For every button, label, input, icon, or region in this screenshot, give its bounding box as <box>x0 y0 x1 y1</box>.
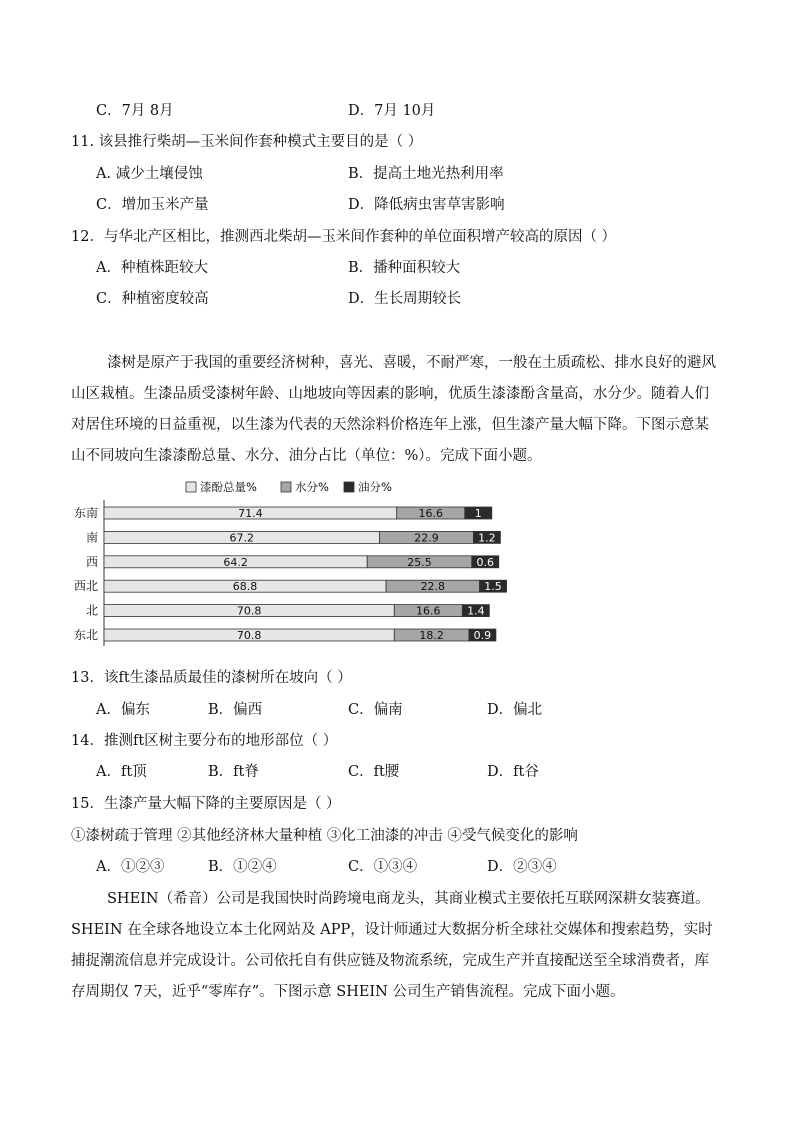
q10-option-d: D．7月 10月 <box>348 103 436 119</box>
category-label: 西 <box>85 554 98 569</box>
q11-option-b: B．提高土地光热利用率 <box>348 166 504 182</box>
data-label: 70.8 <box>236 629 262 642</box>
data-label: 25.5 <box>407 555 432 569</box>
legend-swatch-2 <box>344 482 354 492</box>
q15-option-a: A．①②③ <box>96 859 165 875</box>
data-label: 1.5 <box>484 580 502 594</box>
data-label: 71.4 <box>238 507 263 520</box>
q14-option-c: C．ft腰 <box>348 764 400 780</box>
question-12: 12．与华北产区相比，推测西北柴胡—玉米间作套种的单位面积增产较高的原因（ ） <box>71 229 617 245</box>
question-11: 11. 该县推行柴胡—玉米间作套种模式主要目的是（ ） <box>71 134 423 150</box>
q11-option-a: A. 减少土壤侵蚀 <box>96 166 203 182</box>
category-label: 东北 <box>73 628 98 642</box>
data-label: 1.4 <box>467 604 485 618</box>
q14-option-d: D．ft谷 <box>487 764 539 780</box>
q15-option-c: C．①③④ <box>348 859 418 875</box>
q12-option-b: B．播种面积较大 <box>348 260 461 276</box>
lacquer-passage-text: 漆树是原产于我国的重要经济树种，喜光、喜暖，不耐严寒，一般在土质疏松、排水良好的避风山区栽植。生漆品质受漆树年龄、山地坡向等因素的影响，优质生漆漆酚含量高，水分少。随着人们对居住环境的日益重视，以生漆为代表的天然涂料价格连年上涨，但生漆产量大幅下降。下图示意某山不同坡向生漆漆酚总量、水分、油分占比（单位：%）。完成下面小题。 <box>71 355 716 464</box>
legend-label-2: 油分% <box>358 480 392 494</box>
chart-legend <box>186 480 392 494</box>
data-label: 22.8 <box>420 580 446 594</box>
q13-option-c: C．偏南 <box>348 702 403 718</box>
legend-swatch-0 <box>186 482 196 492</box>
data-label: 0.9 <box>473 629 492 642</box>
q12-option-d: D．生长周期较长 <box>348 291 462 307</box>
question-13: 13．该ft生漆品质最佳的漆树所在坡向（ ） <box>71 670 352 686</box>
q15-statements: ①漆树疏于管理 ②其他经济林大量种植 ③化工油漆的冲击 ④受气候变化的影响 <box>71 828 578 844</box>
data-label: 64.2 <box>223 555 248 569</box>
chart-axis <box>74 500 104 646</box>
q12-option-c: C．种植密度较高 <box>96 291 209 307</box>
data-label: 1.2 <box>478 531 496 545</box>
q15-option-b: B．①②④ <box>208 859 277 875</box>
q14-option-b: B．ft脊 <box>208 764 259 780</box>
data-label: 68.8 <box>232 580 258 594</box>
q10-option-c: C．7月 8月 <box>96 103 174 119</box>
data-label: 1 <box>474 507 482 520</box>
question-15: 15．生漆产量大幅下降的主要原因是（ ） <box>71 796 341 812</box>
shein-passage-text: SHEIN（希音）公司是我国快时尚跨境电商龙头，其商业模式主要依托互联网深耕女装赛道。SHEIN 在全球各地设立本土化网站及 APP，设计师通过大数据分析全球社交媒体和搜索趋势，实时捕捉潮流信息并完成设计。公司依托自有供应链及物流系统，完成生产并直接配送至全球消费者，库存周期仅 7天，近乎“零库存”。下图示意 SHEIN 公司生产销售流程。完成下面小题。 <box>71 891 713 1000</box>
q14-option-a: A．ft顶 <box>96 764 147 780</box>
category-label: 东南 <box>73 506 98 520</box>
lacquer-composition-chart <box>62 474 522 654</box>
shein-passage <box>71 884 719 1008</box>
data-label: 0.6 <box>476 555 495 569</box>
question-14: 14．推测ft区树主要分布的地形部位（ ） <box>71 733 338 749</box>
category-label: 北 <box>85 603 98 618</box>
q13-option-b: B．偏西 <box>208 702 263 718</box>
legend-label-0: 漆酚总量% <box>200 480 257 494</box>
data-label: 16.6 <box>416 604 441 618</box>
data-label: 22.9 <box>414 531 439 545</box>
q12-option-a: A．种植株距较大 <box>96 260 208 276</box>
q11-option-d: D．降低病虫害草害影响 <box>348 197 505 213</box>
data-label: 67.2 <box>229 531 255 545</box>
q13-option-a: A．偏东 <box>96 702 150 718</box>
lacquer-passage <box>71 348 719 472</box>
data-label: 16.6 <box>418 507 444 520</box>
legend-label-1: 水分% <box>295 480 329 494</box>
data-label: 18.2 <box>419 629 444 642</box>
legend-swatch-1 <box>281 482 291 492</box>
q13-option-d: D．偏北 <box>487 702 543 718</box>
data-label: 70.8 <box>236 604 262 618</box>
category-label: 西北 <box>73 579 98 594</box>
category-label: 南 <box>85 530 98 545</box>
chart-bars <box>104 507 507 642</box>
q15-option-d: D．②③④ <box>487 859 557 875</box>
q11-option-c: C．增加玉米产量 <box>96 197 209 213</box>
